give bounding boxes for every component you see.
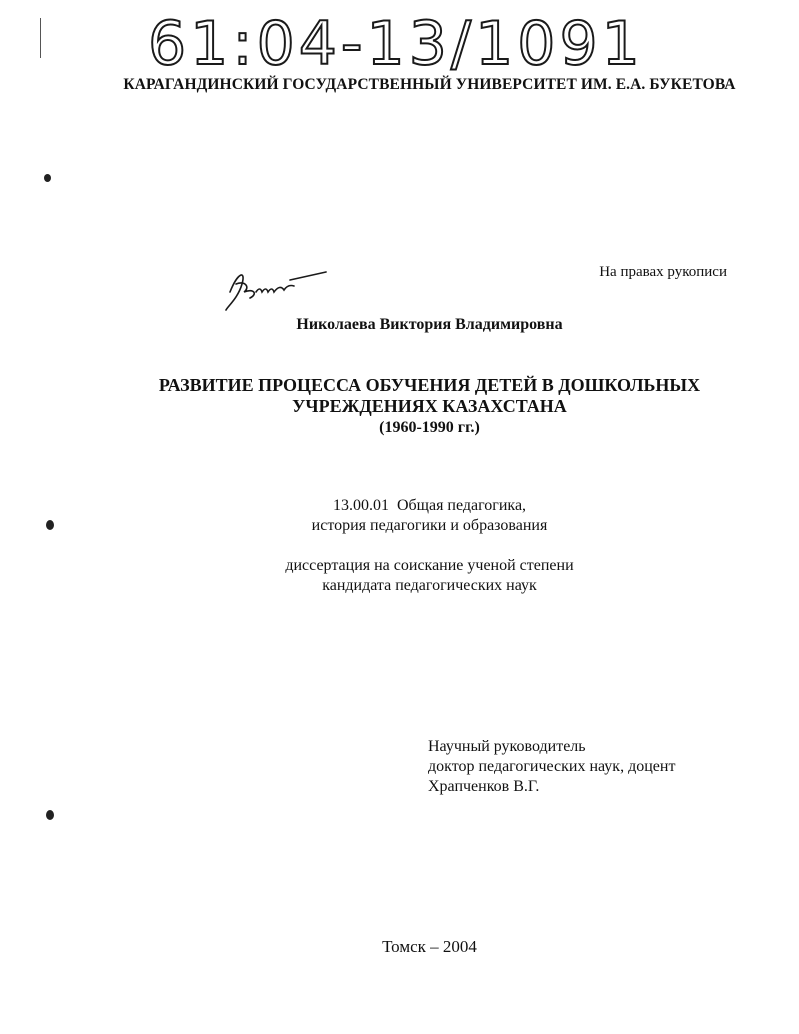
scan-margin-line [40, 18, 41, 58]
specialty-code: 13.00.01 Общая педагогика, [332, 497, 527, 514]
title-line: РАЗВИТИЕ ПРОЦЕССА ОБУЧЕНИЯ ДЕТЕЙ В ДОШКОЛЬНЫХ [158, 375, 701, 395]
degree-line: кандидата педагогических наук [322, 577, 537, 594]
specialty [0, 496, 799, 536]
author-signature [220, 262, 340, 314]
city-year: Томск – 2004 [382, 937, 477, 956]
rights-note: На правах рукописи [599, 264, 727, 280]
university-name: КАРАГАНДИНСКИЙ ГОСУДАРСТВЕННЫЙ УНИВЕРСИТЕТ ИМ. Е.А. БУКЕТОВА [123, 76, 736, 93]
degree-statement [0, 556, 799, 596]
scan-dot [44, 174, 51, 182]
author-name: Николаева Виктория Владимировна [296, 316, 563, 333]
archive-number-text: 61:04-13/1091 [148, 9, 644, 76]
scan-dot [46, 810, 54, 820]
supervisor-block [428, 737, 675, 797]
supervisor-label: Научный руководитель [428, 738, 586, 755]
degree-line: диссертация на соискание ученой степени [285, 557, 574, 574]
specialty-name: история педагогики и образования [311, 517, 548, 534]
supervisor-degree: доктор педагогических наук, доцент [428, 758, 676, 775]
handwritten-archive-number [140, 4, 720, 76]
title-line: УЧРЕЖДЕНИЯХ КАЗАХСТАНА [292, 396, 567, 416]
dissertation-title [0, 375, 799, 438]
supervisor-name: Храпченков В.Г. [428, 778, 540, 795]
title-years: (1960-1990 гг.) [379, 419, 480, 436]
